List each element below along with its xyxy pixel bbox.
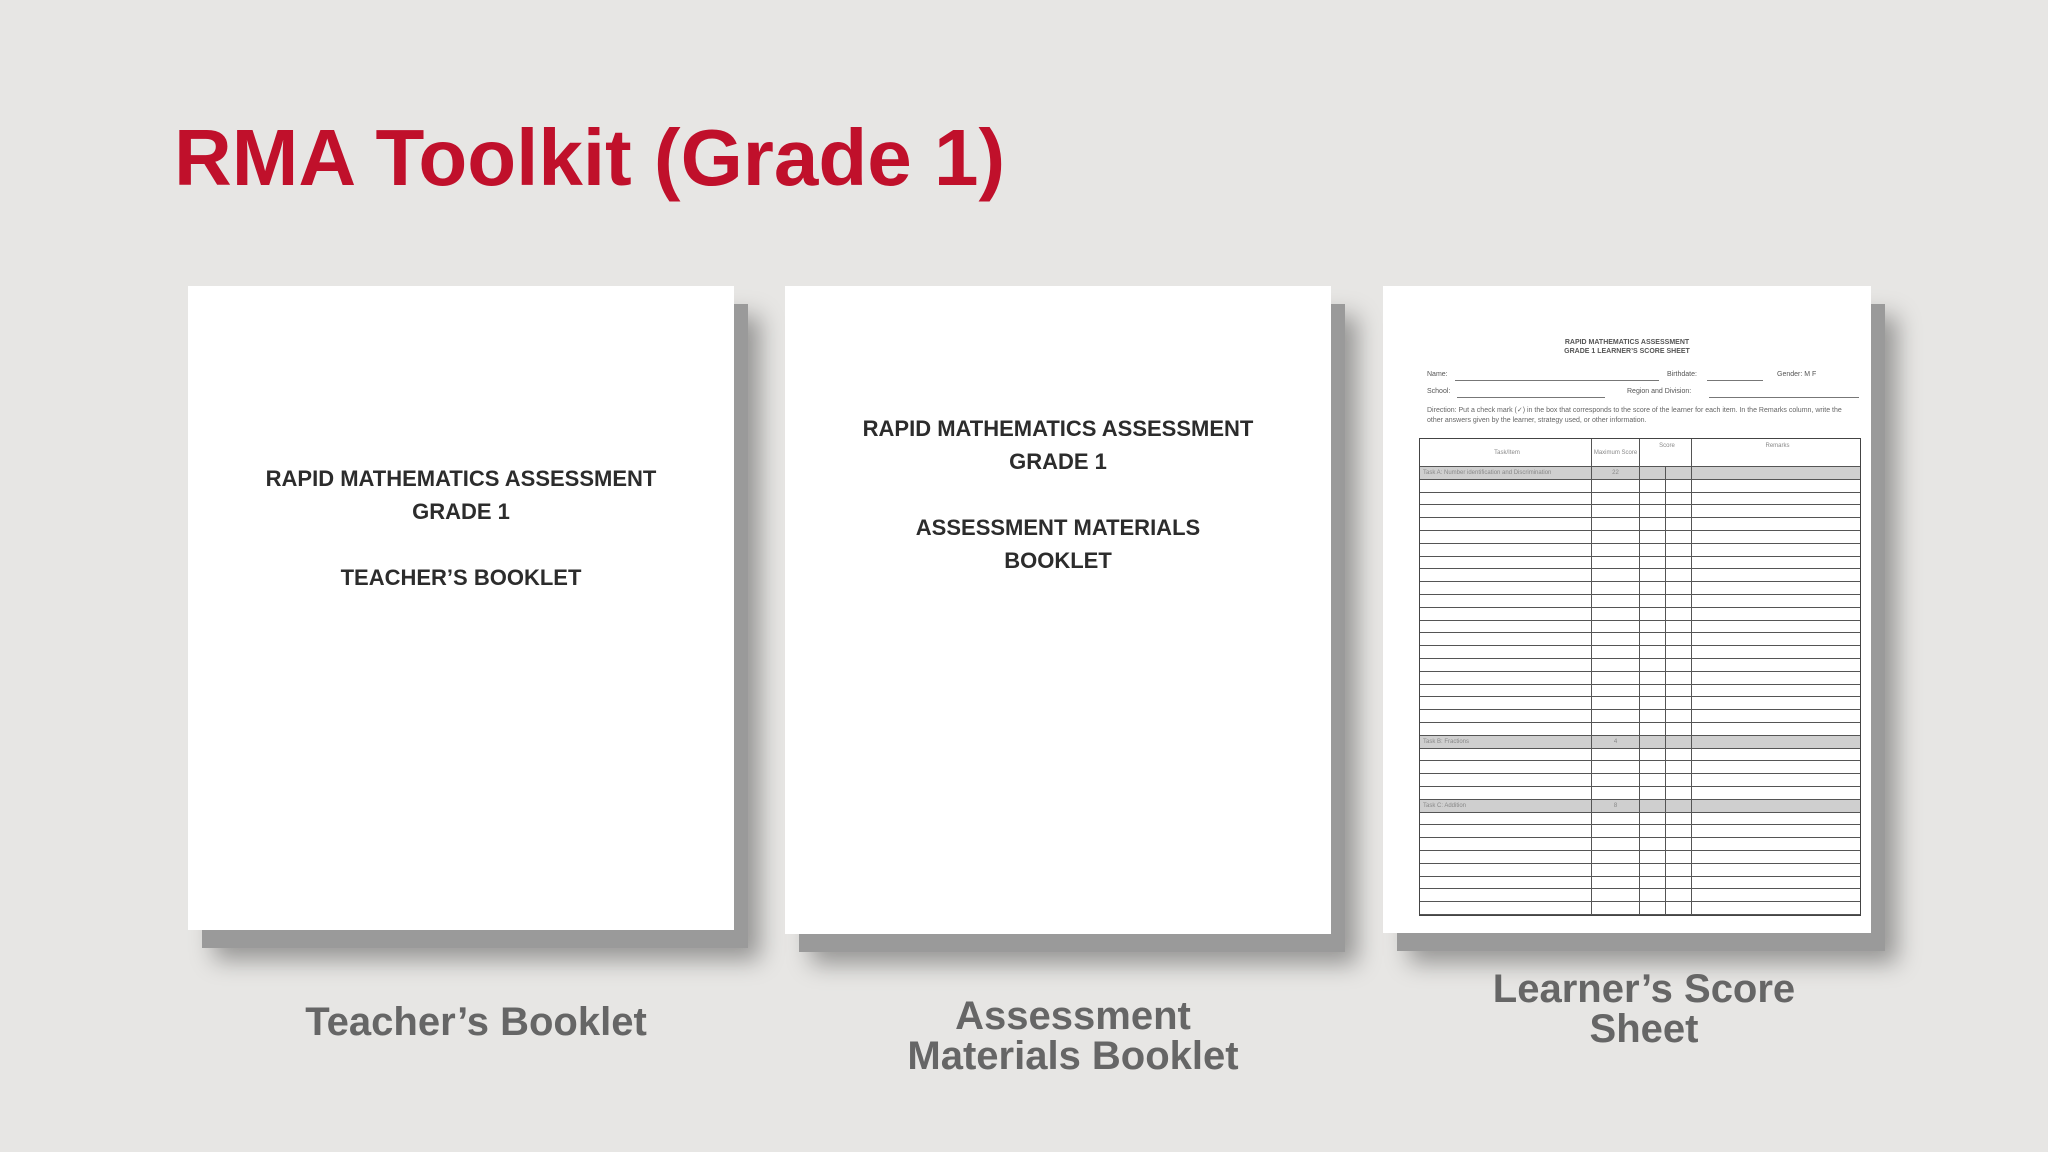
table-cell <box>1420 557 1592 569</box>
table-cell <box>1640 672 1666 684</box>
doc-line: RAPID MATHEMATICS ASSESSMENT <box>862 416 1254 441</box>
table-cell <box>1666 480 1692 492</box>
table-cell <box>1666 825 1692 837</box>
table-cell <box>1692 825 1860 837</box>
table-row <box>1420 544 1860 557</box>
table-cell <box>1692 633 1860 645</box>
table-cell <box>1420 595 1592 607</box>
table-cell <box>1420 518 1592 530</box>
table-row <box>1420 608 1860 621</box>
table-cell <box>1666 685 1692 697</box>
table-cell <box>1692 608 1860 620</box>
table-cell <box>1666 633 1692 645</box>
table-row <box>1420 825 1860 838</box>
doc-spacer <box>785 478 1331 511</box>
table-cell <box>1640 774 1666 786</box>
table-cell <box>1420 813 1592 825</box>
doc-line: TEACHER’S BOOKLET <box>340 565 582 590</box>
score-cell <box>1640 467 1666 479</box>
name-line <box>1455 380 1659 381</box>
section-max: 8 <box>1592 800 1640 812</box>
table-cell <box>1666 608 1692 620</box>
doc-line: GRADE 1 <box>412 499 510 524</box>
table-cell <box>1420 659 1592 671</box>
table-cell <box>1592 761 1640 773</box>
table-cell <box>1640 877 1666 889</box>
region-label: Region and Division: <box>1627 388 1692 395</box>
table-cell <box>1592 787 1640 799</box>
table-row <box>1420 685 1860 698</box>
remarks-cell <box>1692 800 1860 812</box>
assessment-materials-booklet-cover[interactable] <box>785 286 1331 934</box>
table-cell <box>1640 595 1666 607</box>
table-cell <box>1640 723 1666 735</box>
table-cell <box>1692 493 1860 505</box>
table-cell <box>1592 557 1640 569</box>
table-cell <box>1592 697 1640 709</box>
table-cell <box>1666 544 1692 556</box>
table-cell <box>1640 582 1666 594</box>
table-cell <box>1640 825 1666 837</box>
table-row <box>1420 902 1860 915</box>
table-row <box>1420 582 1860 595</box>
table-cell <box>1592 633 1640 645</box>
table-row <box>1420 595 1860 608</box>
table-cell <box>1592 595 1640 607</box>
table-row <box>1420 480 1860 493</box>
table-cell <box>1692 557 1860 569</box>
school-label: School: <box>1427 388 1451 395</box>
table-cell <box>1420 569 1592 581</box>
table-cell <box>1420 774 1592 786</box>
table-cell <box>1420 889 1592 901</box>
table-cell <box>1592 723 1640 735</box>
table-cell <box>1640 544 1666 556</box>
table-row <box>1420 813 1860 826</box>
table-cell <box>1592 646 1640 658</box>
table-cell <box>1692 569 1860 581</box>
table-row <box>1420 518 1860 531</box>
table-cell <box>1666 531 1692 543</box>
table-row <box>1420 505 1860 518</box>
table-cell <box>1666 761 1692 773</box>
table-cell <box>1692 697 1860 709</box>
table-cell <box>1592 864 1640 876</box>
gender-label: Gender: M F <box>1777 371 1817 378</box>
doc-line: BOOKLET <box>1004 548 1112 573</box>
birthdate-label: Birthdate: <box>1667 371 1697 378</box>
table-cell <box>1640 621 1666 633</box>
learners-score-sheet[interactable] <box>1383 286 1871 933</box>
table-cell <box>1420 582 1592 594</box>
table-cell <box>1666 813 1692 825</box>
region-line <box>1709 397 1859 398</box>
table-cell <box>1592 902 1640 914</box>
table-cell <box>1420 646 1592 658</box>
table-cell <box>1666 889 1692 901</box>
table-cell <box>1666 838 1692 850</box>
table-row <box>1420 531 1860 544</box>
table-cell <box>1592 813 1640 825</box>
table-cell <box>1640 889 1666 901</box>
table-cell <box>1692 685 1860 697</box>
table-cell <box>1640 608 1666 620</box>
name-label: Name: <box>1427 371 1448 378</box>
table-cell <box>1592 659 1640 671</box>
slide-title: RMA Toolkit (Grade 1) <box>174 113 1006 202</box>
table-cell <box>1420 505 1592 517</box>
table-cell <box>1666 659 1692 671</box>
table-cell <box>1592 493 1640 505</box>
caption-line: Learner’s Score <box>1492 967 1796 1011</box>
table-cell <box>1640 902 1666 914</box>
table-cell <box>1420 544 1592 556</box>
table-cell <box>1420 672 1592 684</box>
table-cell <box>1666 723 1692 735</box>
table-body <box>1420 467 1860 915</box>
table-cell <box>1692 774 1860 786</box>
table-cell <box>1692 902 1860 914</box>
table-section-row <box>1420 467 1860 480</box>
table-cell <box>1592 621 1640 633</box>
table-row <box>1420 864 1860 877</box>
table-cell <box>1640 633 1666 645</box>
table-cell <box>1666 569 1692 581</box>
table-cell <box>1666 505 1692 517</box>
table-row <box>1420 889 1860 902</box>
table-cell <box>1592 710 1640 722</box>
table-cell <box>1640 710 1666 722</box>
table-cell <box>1592 582 1640 594</box>
table-cell <box>1692 518 1860 530</box>
table-cell <box>1692 505 1860 517</box>
table-row <box>1420 851 1860 864</box>
table-cell <box>1420 608 1592 620</box>
caption-learners-score-sheet <box>1383 969 1905 1049</box>
table-cell <box>1666 902 1692 914</box>
table-cell <box>1420 633 1592 645</box>
section-title: Task C: Addition <box>1420 800 1592 812</box>
table-cell <box>1592 480 1640 492</box>
table-cell <box>1692 710 1860 722</box>
table-row <box>1420 774 1860 787</box>
teachers-booklet-cover[interactable] <box>188 286 734 930</box>
table-cell <box>1666 851 1692 863</box>
table-cell <box>1666 774 1692 786</box>
table-cell <box>1666 621 1692 633</box>
table-cell <box>1592 774 1640 786</box>
table-row <box>1420 633 1860 646</box>
table-cell <box>1592 505 1640 517</box>
remarks-cell <box>1692 467 1860 479</box>
table-cell <box>1692 877 1860 889</box>
table-cell <box>1592 608 1640 620</box>
score-cell <box>1640 800 1666 812</box>
table-row <box>1420 749 1860 762</box>
table-cell <box>1640 505 1666 517</box>
table-header-row <box>1420 439 1860 467</box>
header-item: Task/Item <box>1420 439 1592 466</box>
table-cell <box>1420 685 1592 697</box>
heading-line: RAPID MATHEMATICS ASSESSMENT <box>1564 339 1690 346</box>
table-cell <box>1692 582 1860 594</box>
table-cell <box>1692 672 1860 684</box>
score-table <box>1419 438 1861 916</box>
table-cell <box>1666 877 1692 889</box>
table-row <box>1420 646 1860 659</box>
table-cell <box>1420 493 1592 505</box>
table-cell <box>1640 531 1666 543</box>
table-cell <box>1592 889 1640 901</box>
table-cell <box>1592 531 1640 543</box>
table-cell <box>1640 518 1666 530</box>
table-cell <box>1420 531 1592 543</box>
table-row <box>1420 723 1860 736</box>
birthdate-line <box>1707 380 1763 381</box>
table-cell <box>1692 659 1860 671</box>
table-cell <box>1420 761 1592 773</box>
table-cell <box>1692 889 1860 901</box>
table-row <box>1420 697 1860 710</box>
direction-text: Direction: Put a check mark (✓) in the box that corresponds to the score of the learner for each item. In the Remarks column, write the other answers given by the learner, strategy used, or other information. <box>1427 407 1842 424</box>
caption-line: Teacher’s Booklet <box>305 1000 647 1044</box>
table-cell <box>1640 864 1666 876</box>
remarks-cell <box>1692 736 1860 748</box>
table-row <box>1420 557 1860 570</box>
table-row <box>1420 877 1860 890</box>
score-cell <box>1666 467 1692 479</box>
table-section-row <box>1420 736 1860 749</box>
table-cell <box>1692 646 1860 658</box>
table-row <box>1420 659 1860 672</box>
score-cell <box>1640 736 1666 748</box>
table-cell <box>1666 518 1692 530</box>
table-cell <box>1666 493 1692 505</box>
table-cell <box>1640 659 1666 671</box>
table-cell <box>1666 864 1692 876</box>
section-max: 22 <box>1592 467 1640 479</box>
header-max: Maximum Score <box>1592 439 1640 466</box>
table-cell <box>1692 851 1860 863</box>
table-row <box>1420 569 1860 582</box>
table-cell <box>1420 825 1592 837</box>
section-title: Task A: Number identification and Discrimination <box>1420 467 1592 479</box>
table-cell <box>1692 761 1860 773</box>
table-row <box>1420 761 1860 774</box>
table-cell <box>1666 557 1692 569</box>
header-score: Score <box>1640 439 1692 466</box>
table-cell <box>1692 723 1860 735</box>
caption-line: Sheet <box>1589 1007 1699 1051</box>
table-cell <box>1692 595 1860 607</box>
table-cell <box>1420 621 1592 633</box>
table-cell <box>1592 685 1640 697</box>
table-cell <box>1420 838 1592 850</box>
table-cell <box>1420 749 1592 761</box>
table-row <box>1420 710 1860 723</box>
table-cell <box>1666 787 1692 799</box>
table-cell <box>1420 723 1592 735</box>
table-cell <box>1640 851 1666 863</box>
table-cell <box>1420 902 1592 914</box>
table-cell <box>1420 787 1592 799</box>
doc-spacer <box>188 528 734 561</box>
header-remarks: Remarks <box>1765 443 1790 449</box>
table-cell <box>1692 480 1860 492</box>
table-cell <box>1666 697 1692 709</box>
table-cell <box>1666 646 1692 658</box>
table-cell <box>1640 787 1666 799</box>
score-cell <box>1666 800 1692 812</box>
table-cell <box>1420 851 1592 863</box>
doc-line: GRADE 1 <box>1009 449 1107 474</box>
section-title: Task B: Fractions <box>1420 736 1592 748</box>
table-cell <box>1692 838 1860 850</box>
section-max: 4 <box>1592 736 1640 748</box>
table-cell <box>1592 518 1640 530</box>
table-cell <box>1692 864 1860 876</box>
table-row <box>1420 621 1860 634</box>
table-cell <box>1592 672 1640 684</box>
table-cell <box>1592 838 1640 850</box>
table-cell <box>1420 877 1592 889</box>
doc-line: RAPID MATHEMATICS ASSESSMENT <box>265 466 657 491</box>
school-line <box>1457 397 1605 398</box>
table-row <box>1420 493 1860 506</box>
table-cell <box>1640 697 1666 709</box>
table-cell <box>1640 493 1666 505</box>
table-cell <box>1640 749 1666 761</box>
table-cell <box>1692 749 1860 761</box>
table-row <box>1420 787 1860 800</box>
table-cell <box>1692 531 1860 543</box>
table-cell <box>1592 825 1640 837</box>
table-cell <box>1640 813 1666 825</box>
table-cell <box>1692 787 1860 799</box>
table-cell <box>1640 685 1666 697</box>
table-cell <box>1420 480 1592 492</box>
table-cell <box>1592 569 1640 581</box>
table-cell <box>1666 595 1692 607</box>
heading-line: GRADE 1 LEARNER’S SCORE SHEET <box>1564 348 1690 356</box>
table-cell <box>1592 544 1640 556</box>
table-cell <box>1640 838 1666 850</box>
caption-line: Materials Booklet <box>907 1034 1239 1078</box>
table-cell <box>1640 761 1666 773</box>
table-section-row <box>1420 800 1860 813</box>
table-cell <box>1666 749 1692 761</box>
caption-teachers-booklet <box>188 1002 764 1042</box>
table-cell <box>1640 569 1666 581</box>
table-cell <box>1420 710 1592 722</box>
score-cell <box>1666 736 1692 748</box>
doc-line: ASSESSMENT MATERIALS <box>915 515 1201 540</box>
table-row <box>1420 672 1860 685</box>
table-cell <box>1666 672 1692 684</box>
score-sheet-heading <box>1383 338 1871 356</box>
table-cell <box>1640 480 1666 492</box>
table-cell <box>1592 749 1640 761</box>
table-cell <box>1666 710 1692 722</box>
table-cell <box>1420 697 1592 709</box>
table-cell <box>1692 544 1860 556</box>
table-cell <box>1592 851 1640 863</box>
caption-line: Assessment <box>955 994 1191 1038</box>
table-cell <box>1640 646 1666 658</box>
table-cell <box>1692 813 1860 825</box>
table-row <box>1420 838 1860 851</box>
table-cell <box>1640 557 1666 569</box>
table-cell <box>1592 877 1640 889</box>
table-cell <box>1666 582 1692 594</box>
caption-assessment-materials-booklet <box>805 996 1341 1076</box>
table-cell <box>1692 621 1860 633</box>
table-cell <box>1420 864 1592 876</box>
